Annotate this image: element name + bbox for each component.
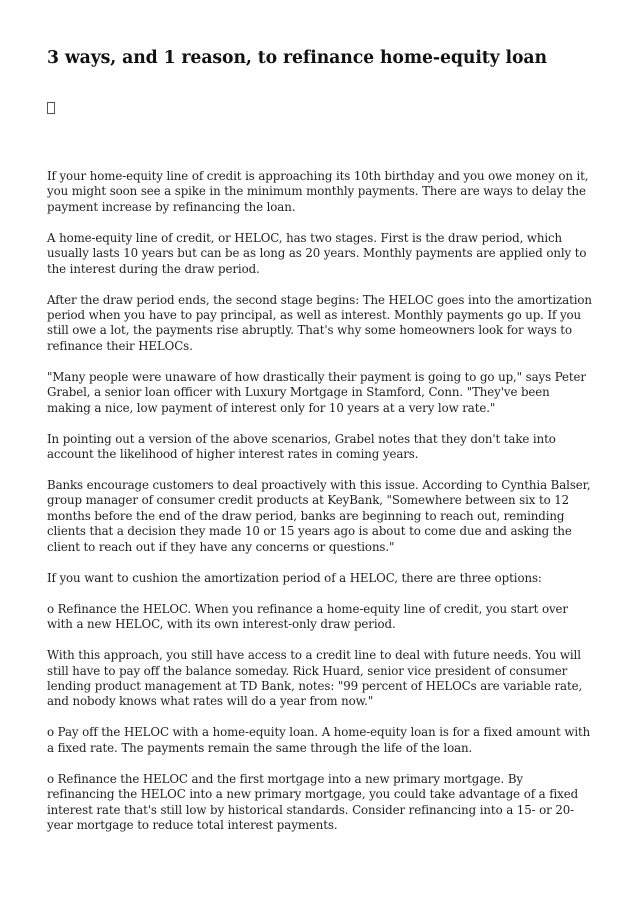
missing-glyph-icon [47,102,55,114]
paragraph: "Many people were unaware of how drastically their payment is going to go up," says Peter Grabel, a senior loan officer with Luxury Mortgage in Stamford, Conn. "They've been making a nice, low payment of interest only for 10 years at a very low rate." [47,369,586,415]
page-title: 3 ways, and 1 reason, to refinance home-equity loan [47,48,547,68]
paragraph: After the draw period ends, the second stage begins: The HELOC goes into the amortization period when you have to pay principal, as well as interest. Monthly payments go up. If you still owe a lot, the payments rise abruptly. That's why some homeowners look for ways to refinance their HELOCs. [47,292,592,353]
paragraph: Banks encourage customers to deal proactively with this issue. According to Cynthia Balser, group manager of consumer credit products at KeyBank, "Somewhere between six to 12 months before the end of the draw period, banks are beginning to reach out, reminding clients that a decision they made 10 or 15 years ago is about to come due and asking the client to reach out if they have any concerns or questions." [47,478,591,554]
paragraph: If you want to cushion the amortization period of a HELOC, there are three options: [47,570,542,585]
article-body [47,169,593,833]
paragraph: o Pay off the HELOC with a home-equity loan. A home-equity loan is for a fixed amount with a fixed rate. The payments remain the same through the life of the loan. [47,725,591,755]
glyph-row [47,70,592,118]
paragraph: In pointing out a version of the above scenarios, Grabel notes that they don't take into account the likelihood of higher interest rates in coming years. [47,431,556,462]
paragraph: With this approach, you still have access to a credit line to deal with future needs. You will still have to pay off the balance someday. Rick Huard, senior vice president of consumer lending product management at TD Bank, notes: "99 percent of HELOCs are variable rate, and nobody knows what rates will do a year from now." [47,648,583,709]
paragraph: o Refinance the HELOC and the first mortgage into a new primary mortgage. By refinancing the HELOC into a new primary mortgage, you could take advantage of a fixed interest rate that's still low by historical standards. Consider refinancing into a 15- or 20-year mortgage to reduce total interest payments. [47,771,579,832]
paragraph: If your home-equity line of credit is approaching its 10th birthday and you owe money on it, you might soon see a spike in the minimum monthly payments. There are ways to delay the payment increase by refinancing the loan. [47,169,589,214]
paragraph: o Refinance the HELOC. When you refinance a home-equity line of credit, you start over with a new HELOC, with its own interest-only draw period. [47,601,568,632]
paragraph: A home-equity line of credit, or HELOC, has two stages. First is the draw period, which usually lasts 10 years but can be as long as 20 years. Monthly payments are applied only to the interest during the draw period. [47,230,587,276]
